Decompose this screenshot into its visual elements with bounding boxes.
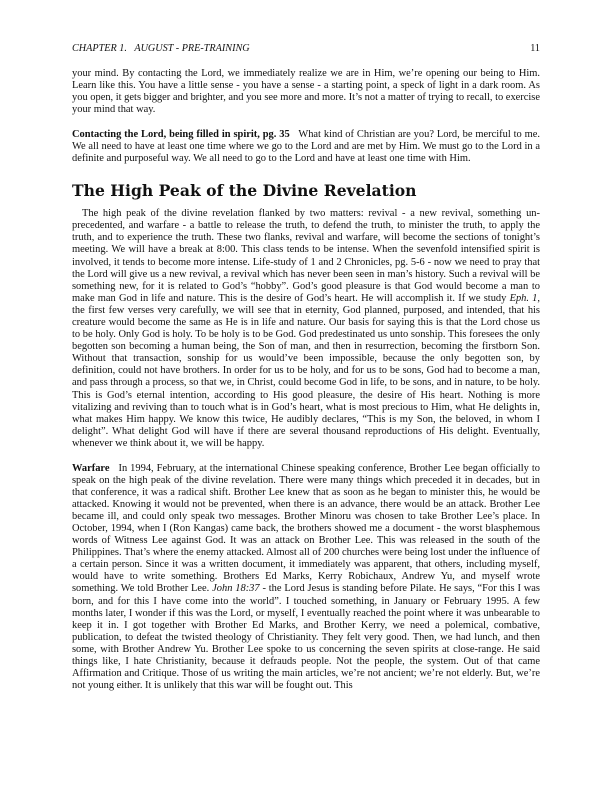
paragraph-contacting-lord xyxy=(72,129,540,165)
paragraph-text: The high peak of the divine revelation flanked by two matters: revival - a new revival, something unprecedented, and warfare - a battle to release the truth, to defend the truth, to minister the truth, to apply the truth, and to experience the truth. These two flanks, revival and warfare, will become the sections of tonight’s meeting. We will have a break at 8:00. This class tends to be intense. When the sevenfold intensified spirit is involved, it tends to become more intense. Life-study of 1 and 2 Chronicles, pg. 5-6 - now we need to pray that the Lord will give us a new revival, a revival which has never been seen in man’s history. Such a revival will be something new, for it is related to God’s “hobby”. God’s good pleasure is that God would become a man to make man God in life and nature. This is the desire of God’s heart. He will accomplish it. If we study xyxy=(72,208,540,304)
paragraph-text: - the Lord Jesus is standing before Pilate. He says, “For this I was born, and for this I have come into the world”. I touched something, in January or February 1995. A few months later, I wonder if this was the Lord, or myself, I eventually reached the point where it was unbearable to keep it in. I got together with Brother Ed Marks, and Brother Kerry, we need a polemical, combative, publication, to defeat the twisted theology of Christianity. They felt very good. Then, we had lunch, and then some, with Brother Andrew Yu. Brother Lee spoke to us concerning the seven spirits at close-range. He said things like, I hate Christianity, because it defrauds people. Not the people, the system. Out of that came Affirmation and Critique. Those of us writing the main articles, we’re not ancient; we’re not elderly. But, we’re not young either. It is unlikely that this war will be fought out. This xyxy=(72,583,540,692)
paragraph-text: In 1994, February, at the international Chinese speaking conference, Brother Lee began officially to speak on the high peak of the divine revelation. There were many things which preceded it in decades, but in that conference, it was a radical shift. Brother Lee knew that as soon as he began to minister this, he would be attacked. Knowing it would not be prevented, when there is an advance, there would be an attack. Brother Lee became ill, and could only speak two messages. Brother Minoru was chosen to take Brother Lee’s place. In October, 1994, when I (Ron Kangas) came back, the brothers showed me a document - the worst blasphemous words of Witness Lee against God. It was an attack on Brother Lee. This was released in the south of the Philippines. That’s where the enemy attacked. Almost all of 200 churches were being lost under the influence of a certain person. Since it was a written document, it immediately was apparent, that others, including myself, would have to write something. Brothers Ed Marks, Kerry Robichaux, Andrew Yu, and myself wrote something. We told Brother Lee. xyxy=(72,462,541,595)
paragraph-warfare xyxy=(72,463,540,693)
page-number: 11 xyxy=(530,43,540,54)
paragraph-run-in-heading: Contacting the Lord, being filled in spirit, pg. 35 xyxy=(72,128,290,140)
scripture-reference: Eph. 1 xyxy=(509,292,538,304)
running-header xyxy=(72,43,540,54)
paragraph-continuation: your mind. By contacting the Lord, we immediately realize we are in Him, we’re opening our being to Him. Learn like this. You have a little sense - you have a sense - a starting point, a speck of light in a dark room. As you open, it gets bigger and brighter, and you see more and more. It’s not a matter of trying to recall, to exercise your mind that way. xyxy=(72,68,540,116)
chapter-title: CHAPTER 1. AUGUST - PRE-TRAINING xyxy=(72,43,250,54)
body-text xyxy=(72,68,540,692)
paragraph-high-peak xyxy=(72,208,540,450)
paragraph-run-in-heading: Warfare xyxy=(72,462,110,474)
section-heading: The High Peak of the Divine Revelation xyxy=(72,181,417,201)
scripture-reference: John 18:37 xyxy=(212,583,260,595)
paragraph-text: What kind of Christian are you? Lord, be merciful to me. We all need to have at least one time where we go to the Lord and are met by Him. We must go to the Lord in a definite and purposeful way. We all need to go to the Lord and have at least one time with Him. xyxy=(72,128,540,165)
paragraph-text: , the first few verses very carefully, we will see that in eternity, God planned, purposed, and intended, that his creature would become the same as He is in life and nature. Our basis for saying this is that the Lord chose us to be holy. Only God is holy. To be holy is to be God. God predestinated us unto sonship. This foresees the only begotten son becoming a human being, the Son of man, and then in resurrection, becoming the firstborn Son. Without that transaction, sonship for us would’ve been impossible, because the only begotten son, by definition, could not have brothers. In order for us to be holy, and for us to be sons, God had to become a man, and pass through a process, so that we, in Christ, could become God in life, to be sons, and in nature, to be holy. This is God’s eternal intention, according to His good pleasure, the desire of His heart. Nothing is more vitalizing and reviving than to touch what is in God’s heart, what is most precious to Him, what He delights in, what makes Him happy. We know this twice, He audibly declares, “This is my Son, the beloved, in whom I delight”. What delight God will have if there are several thousand reproductions of His delight. Eventually, whenever we think about it, we will be happy. xyxy=(72,292,541,449)
